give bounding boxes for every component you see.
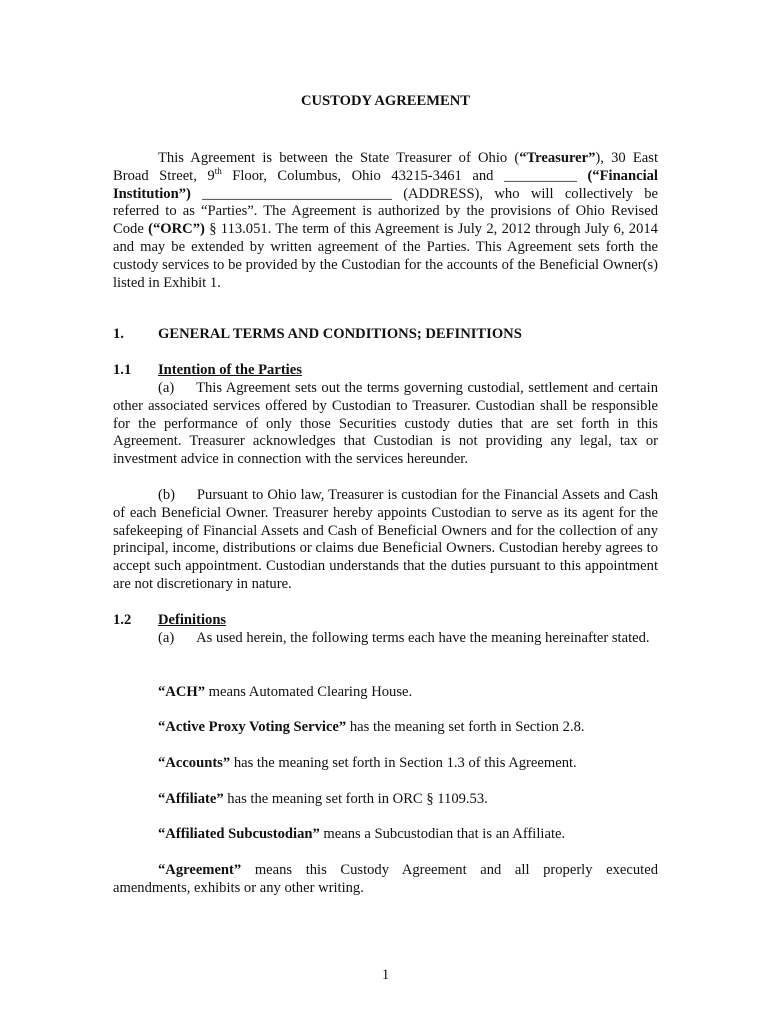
definition-item bbox=[113, 684, 658, 702]
section-1-1-b: (b) Pursuant to Ohio law, Treasurer is custodian for the Financial Assets and Cash of each Beneficial Owner. Treasurer hereby appoints Custodian to serve as its agent for the safekeeping of Financial Assets and Cash of Beneficial Owners and for the collection of any principal, income, distributions or claims due Beneficial Owners. Custodian hereby agrees to accept such appointment. Custodian understands that the duties pursuant to this appointment are not discretionary in nature. bbox=[113, 487, 658, 592]
definition-term: “Accounts” bbox=[158, 755, 231, 771]
section-1-2-a: (a) As used herein, the following terms each have the meaning hereinafter stated. bbox=[158, 630, 650, 646]
section-1-2-number: 1.2 bbox=[113, 612, 132, 628]
intro-text-5: § 113.051. The term of this Agreement is July 2, 2012 through July 6, 2014 and may be extended by written agreement of the Parties. This Agreement sets forth the custody services to be provided by the Custodian for the accounts of the Beneficial Owner(s) listed in Exhibit 1. bbox=[113, 221, 658, 291]
definition-text: means this Custody Agreement and all properly executed amendments, exhibits or any other writing. bbox=[113, 862, 658, 896]
section-1-2-heading: Definitions bbox=[158, 612, 227, 628]
section-1-number: 1. bbox=[113, 326, 124, 342]
definition-text: has the meaning set forth in Section 1.3 of this Agreement. bbox=[230, 755, 577, 771]
orc-term: (“ORC”) bbox=[148, 221, 205, 238]
definition-text: has the meaning set forth in ORC § 1109.53. bbox=[223, 791, 488, 807]
definition-item bbox=[113, 755, 658, 773]
section-1-1-a: (a) This Agreement sets out the terms governing custodial, settlement and certain other associated services offered by Custodian to Treasurer. Custodian shall be responsible for the performance of only those Securities custody duties that are set forth in this Agreement. Treasurer acknowledges that Custodian is not providing any legal, tax or investment advice in connection with the services hereunder. bbox=[113, 380, 658, 468]
definition-term: “Active Proxy Voting Service” bbox=[158, 719, 347, 735]
definition-text: has the meaning set forth in Section 2.8. bbox=[346, 719, 585, 735]
intro-paragraph bbox=[113, 150, 658, 292]
definition-text: means Automated Clearing House. bbox=[205, 684, 413, 700]
floor-superscript: th bbox=[214, 165, 222, 176]
treasurer-term: “Treasurer” bbox=[519, 150, 596, 166]
page-number: 1 bbox=[381, 967, 390, 983]
definition-term: “ACH” bbox=[158, 684, 206, 700]
section-1-heading: GENERAL TERMS AND CONDITIONS; DEFINITIONS bbox=[158, 326, 522, 342]
intro-text-2: ), 30 East Broad Street, 9 bbox=[113, 150, 658, 184]
intro-text-4: __________________________ (ADDRESS), who will collectively be referred to as “Parties”. The Agreement is authorized by the provisions of Ohio Revised Code bbox=[113, 185, 658, 238]
definition-item bbox=[113, 719, 658, 737]
definition-item bbox=[113, 791, 658, 809]
financial-institution-term: (“Financial Institution”) bbox=[113, 167, 658, 202]
intro-text-3: Floor, Columbus, Ohio 43215-3461 and __________ bbox=[221, 167, 588, 184]
definition-term: “Affiliated Subcustodian” bbox=[158, 826, 320, 842]
section-1-1-heading: Intention of the Parties bbox=[158, 362, 302, 378]
section-1-1-number: 1.1 bbox=[113, 362, 132, 378]
intro-text-1: This Agreement is between the State Treasurer of Ohio ( bbox=[158, 150, 520, 166]
definition-term: “Affiliate” bbox=[158, 791, 224, 807]
definition-term: “Agreement” bbox=[158, 862, 242, 878]
document-title: CUSTODY AGREEMENT bbox=[300, 93, 471, 109]
definition-text: means a Subcustodian that is an Affiliate. bbox=[319, 826, 566, 842]
definition-item bbox=[113, 862, 658, 898]
definition-item bbox=[113, 826, 658, 844]
